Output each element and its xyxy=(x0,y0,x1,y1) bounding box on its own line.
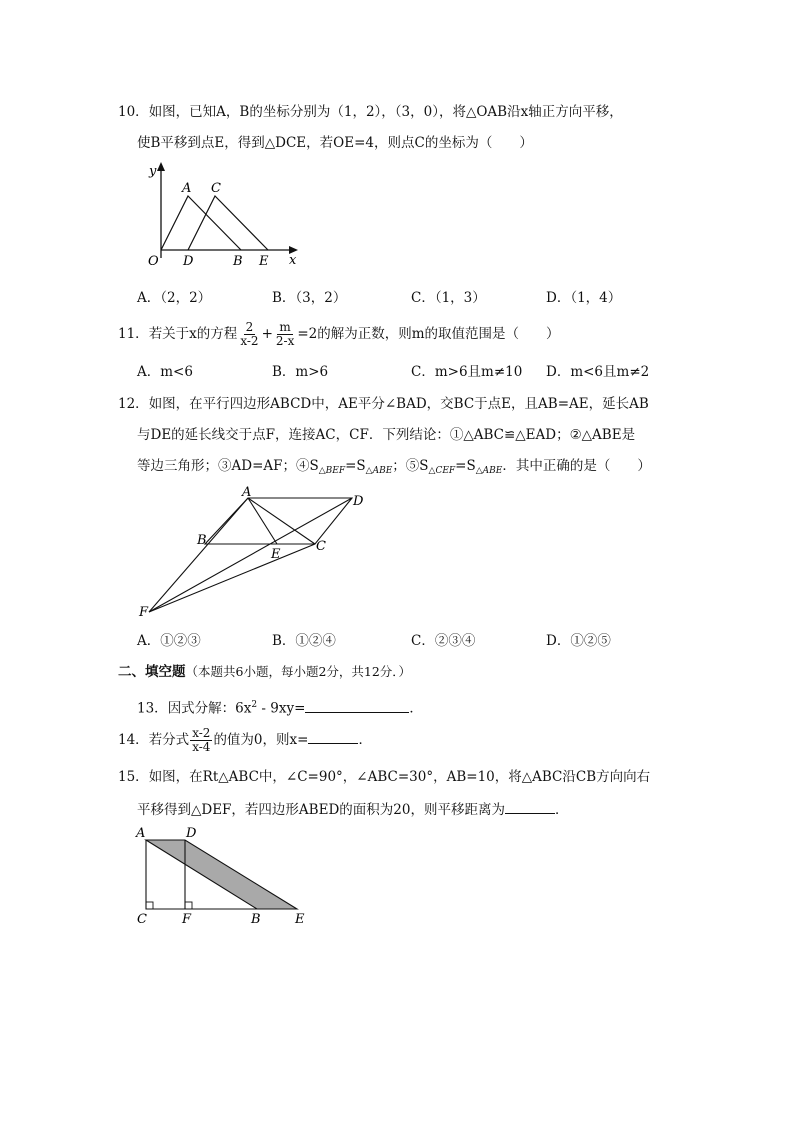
label-f: F xyxy=(182,912,192,927)
q14-answer-blank[interactable] xyxy=(308,729,358,744)
q12-line3 xyxy=(137,456,651,481)
label-c: C xyxy=(137,912,147,927)
q13-end: ． xyxy=(409,700,423,717)
q11-option-b[interactable]: B．m>6 xyxy=(272,364,329,380)
q11-fraction-2 xyxy=(274,321,296,348)
q12-eq1: =S xyxy=(345,458,366,474)
section-2-heading xyxy=(118,662,411,682)
q12-line2: 与DE的延长线交于点F，连接AC，CF．下列结论：①△ABC≌△EAD；②△ABE是 xyxy=(137,427,636,443)
q10-option-a[interactable]: A．（2，2） xyxy=(137,290,212,306)
q12-sub3: △CEF xyxy=(428,466,456,476)
label-e: E xyxy=(259,254,269,269)
q11-frac1-den: x-2 xyxy=(240,334,259,348)
q15-line2 xyxy=(137,799,568,820)
q15-text-line2: 平移得到△DEF，若四边形ABED的面积为20，则平移距离为 xyxy=(137,802,505,818)
label-a: A xyxy=(242,485,252,500)
q10-line1 xyxy=(118,102,623,122)
q10-line2: 使B平移到点E，得到△DCE，若OE=4，则点C的坐标为（ ） xyxy=(137,135,533,151)
q10-figure xyxy=(135,158,305,273)
q14-text-post: 的值为0，则x= xyxy=(213,732,309,748)
q14-line xyxy=(118,726,372,754)
q12-text-line3b: ；⑤S xyxy=(392,458,429,474)
q15-figure xyxy=(133,823,318,928)
label-b: B xyxy=(233,254,243,269)
q12-figure xyxy=(135,484,375,624)
q11-frac1-num: 2 xyxy=(245,320,254,334)
q14-frac-num: x-2 xyxy=(192,726,211,740)
label-f: F xyxy=(139,605,149,620)
label-b: B xyxy=(251,912,261,927)
q11-frac2-num: m xyxy=(279,320,291,334)
label-e: E xyxy=(271,547,281,562)
parallelogram-abcd xyxy=(205,498,352,544)
q14-frac-den: x-4 xyxy=(192,740,211,754)
q10-option-b[interactable]: B．（3，2） xyxy=(272,290,347,306)
q12-option-a[interactable]: A．①②③ xyxy=(137,633,201,649)
triangle-dce xyxy=(188,196,268,250)
q14-text-pre: 若分式 xyxy=(148,732,190,748)
q11-text-post: =2的解为正数，则m的取值范围是（ ） xyxy=(297,326,560,342)
q14-end: ． xyxy=(358,732,372,748)
segment-ae xyxy=(248,498,277,544)
q12-line1 xyxy=(118,394,649,414)
label-c: C xyxy=(316,539,326,554)
q12-number: 12． xyxy=(118,396,149,412)
q11-option-c[interactable]: C．m>6且m≠10 xyxy=(411,364,523,380)
q12-text-line3a: 等边三角形；③AD=AF；④S xyxy=(137,458,319,474)
q12-text-line1: 如图，在平行四边形ABCD中，AE平分∠BAD，交BC于点E，且AB=AE，延长AB xyxy=(148,396,649,412)
q13-answer-blank[interactable] xyxy=(305,698,409,713)
q15-number: 15． xyxy=(118,769,149,785)
q13-number: 13． xyxy=(137,700,168,717)
label-y: y xyxy=(149,164,157,179)
section-2-title: 二、填空题 xyxy=(118,664,186,680)
q11-text-pre: 若关于x的方程 xyxy=(148,326,238,342)
q14-number: 14． xyxy=(118,732,149,748)
q14-fraction xyxy=(190,727,212,754)
label-o: O xyxy=(148,254,159,269)
q10-option-c[interactable]: C．（1，3） xyxy=(411,290,486,306)
label-d: D xyxy=(353,494,364,509)
q12-text-line3c: ．其中正确的是（ ） xyxy=(502,458,651,474)
q10-text-line1: 如图，已知A，B的坐标分别为（1，2），（3，0），将△OAB沿x轴正方向平移， xyxy=(148,104,623,120)
q12-eq2: =S xyxy=(455,458,476,474)
q10-option-d[interactable]: D．（1，4） xyxy=(546,290,622,306)
q15-text-line1: 如图，在Rt△ABC中，∠C=90°，∠ABC=30°，AB=10，将△ABC沿CB方向向右 xyxy=(148,769,651,785)
q13-superscript: 2 xyxy=(251,700,258,710)
q15-answer-blank[interactable] xyxy=(505,799,555,814)
section-2-note: （本题共6小题，每小题2分，共12分．） xyxy=(185,664,412,679)
y-axis-arrow-icon xyxy=(157,162,165,171)
q11-number: 11． xyxy=(118,326,149,342)
q12-sub1: △BEF xyxy=(318,466,346,476)
q13-text2: - 9xy= xyxy=(257,700,306,717)
q12-sub2: △ABE xyxy=(365,466,393,476)
label-d: D xyxy=(186,826,197,841)
q12-option-c[interactable]: C．②③④ xyxy=(411,633,476,649)
label-a: A xyxy=(136,826,146,841)
q11-frac2-den: 2-x xyxy=(275,334,295,348)
q13-text: 因式分解：6x xyxy=(167,700,252,717)
q15-end: ． xyxy=(554,802,569,818)
label-a: A xyxy=(182,181,192,196)
q10-number: 10． xyxy=(118,104,149,120)
q15-line1 xyxy=(118,767,650,787)
q12-option-d[interactable]: D．①②⑤ xyxy=(546,633,611,649)
q12-sub4: △ABE xyxy=(475,466,503,476)
label-x: x xyxy=(289,253,297,268)
q13-line xyxy=(137,695,423,719)
shaded-quadrilateral-abed xyxy=(146,840,297,909)
label-c: C xyxy=(211,181,221,196)
segment-af xyxy=(149,498,248,612)
right-angle-f-icon xyxy=(185,902,192,909)
right-angle-c-icon xyxy=(146,902,153,909)
q11-option-d[interactable]: D．m<6且m≠2 xyxy=(546,364,650,380)
q12-option-b[interactable]: B．①②④ xyxy=(272,633,336,649)
q11-plus: + xyxy=(261,326,273,342)
segment-cf xyxy=(149,544,315,612)
q11-fraction-1 xyxy=(238,321,260,348)
q11-line xyxy=(118,320,560,348)
label-b: B xyxy=(197,533,207,548)
label-d: D xyxy=(183,254,194,269)
q11-option-a[interactable]: A．m<6 xyxy=(137,364,193,380)
segment-df xyxy=(149,498,352,612)
label-e: E xyxy=(295,912,305,927)
